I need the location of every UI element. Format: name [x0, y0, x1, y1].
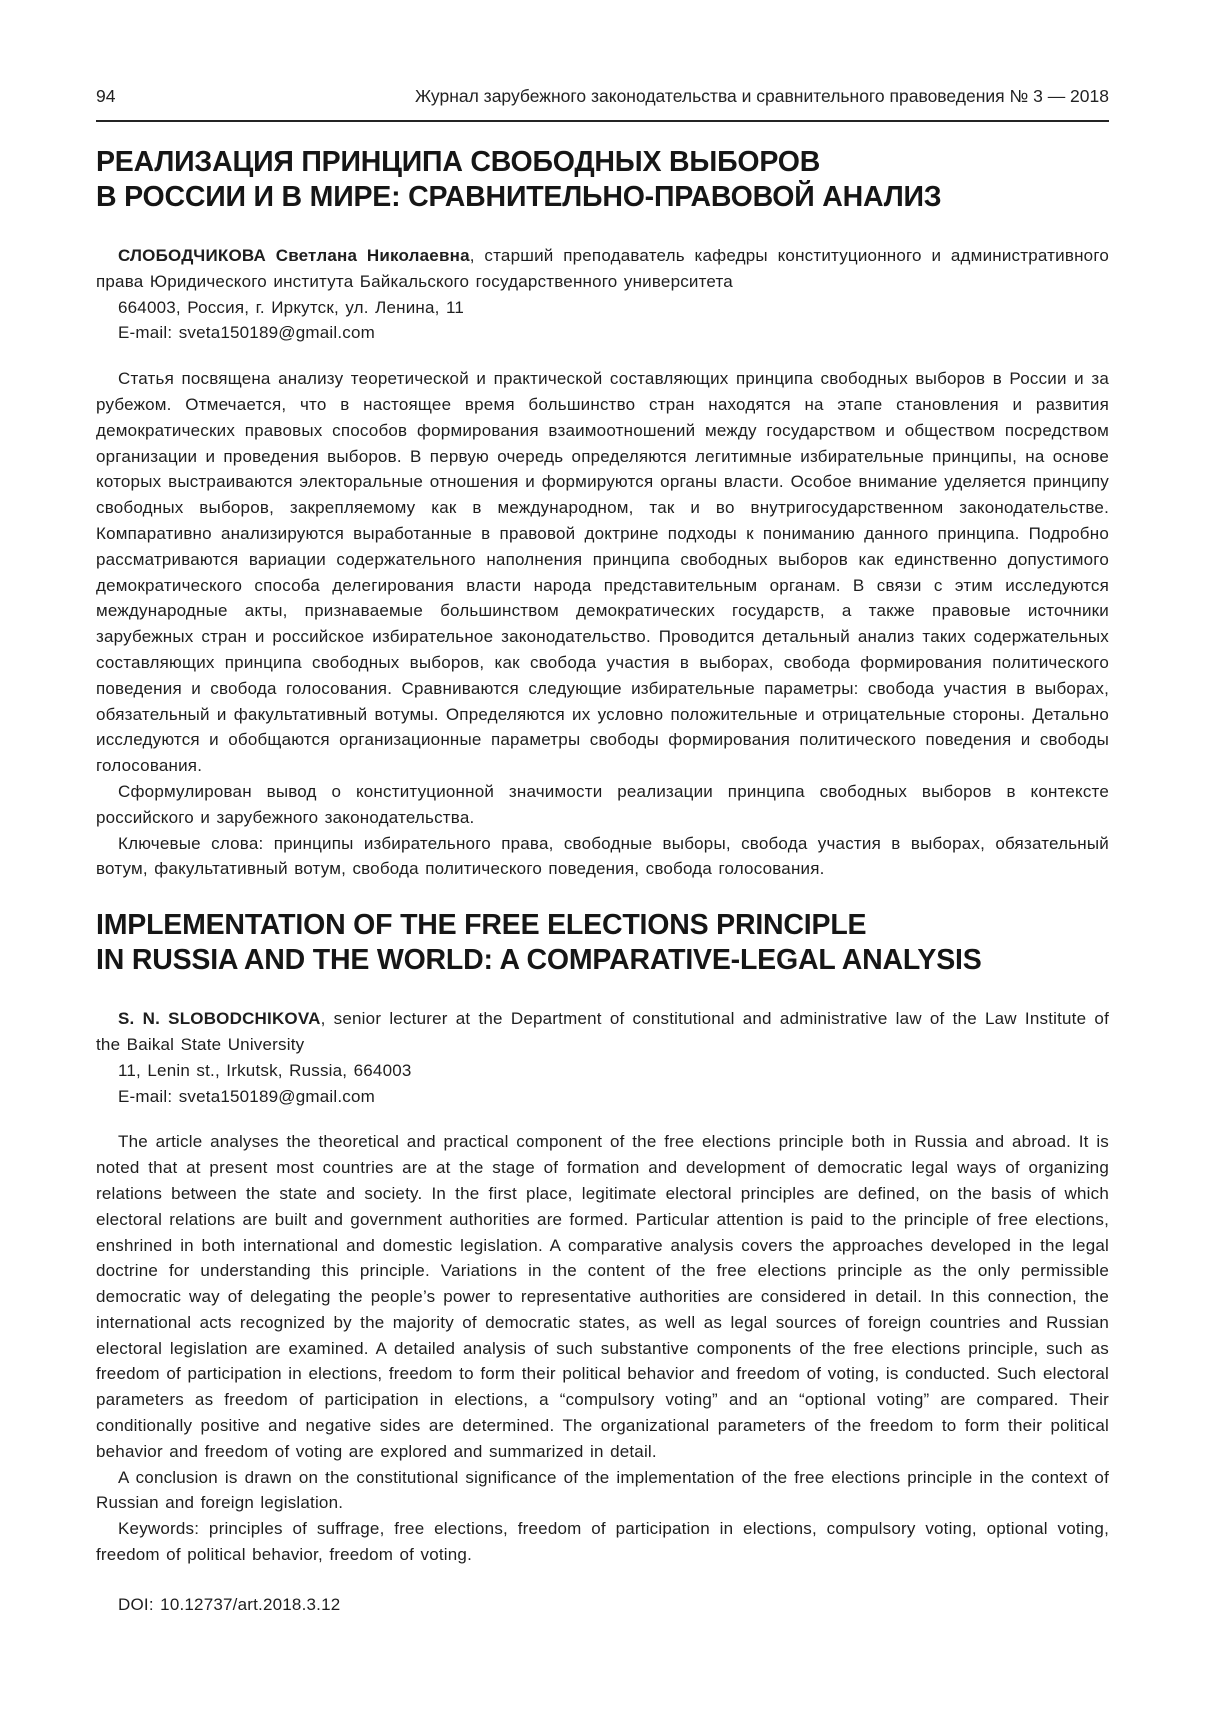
abstract-en-p2: A conclusion is drawn on the constitutional significance of the implementation of the free elections principle in the context of Russian and foreign legislation. [96, 1467, 1109, 1513]
abstract-ru-p2: Сформулирован вывод о конституционной значимости реализации принципа свободных выборов в контексте российского и зарубежного законодательства. [96, 781, 1109, 827]
author-email-ru: E-mail: sveta150189@gmail.com [118, 323, 375, 343]
author-affiliation-en: , senior lecturer at the Department of constitutional and administrative law of the Law Institute of the Baikal State University [96, 1009, 1109, 1054]
author-address-ru: 664003, Россия, г. Иркутск, ул. Ленина, 11 [118, 297, 465, 317]
article-title-ru-line1: РЕАЛИЗАЦИЯ ПРИНЦИПА СВОБОДНЫХ ВЫБОРОВ [96, 146, 821, 178]
article-title-en-line1: IMPLEMENTATION OF THE FREE ELECTIONS PRINCIPLE [96, 909, 867, 942]
author-block-en [96, 1006, 1109, 1109]
author-affiliation-ru: , старший преподаватель кафедры конституционного и административного права Юридического института Байкальского государственного университета [96, 246, 1110, 291]
keywords-en: Keywords: principles of suffrage, free elections, freedom of participation in elections, compulsory voting, optional voting, freedom of political behavior, freedom of voting. [96, 1519, 1109, 1565]
author-address-en: 11, Lenin st., Irkutsk, Russia, 664003 [118, 1060, 412, 1080]
author-name-ru: СЛОБОДЧИКОВА Светлана Николаевна [118, 246, 470, 265]
article-title-en-line2: IN RUSSIA AND THE WORLD: A COMPARATIVE-LEGAL ANALYSIS [96, 944, 982, 977]
article-title-en [96, 908, 1109, 978]
abstract-ru-p1: Статья посвящена анализу теоретической и практической составляющих принципа свободных выборов в России и за рубежом. Отмечается, что в настоящее время большинство стран находятся на этапе становления и развития демократических правовых способов формирования взаимоотношений между государством и обществом посредством организации и проведения выборов. В первую очередь определяются легитимные избирательные принципы, на основе которых выстраиваются электоральные отношения и формируются органы власти. Особое внимание уделяется принципу свободных выборов, закрепляемому как в международном, так и во внутригосударственном законодательстве. Компаративно анализируются выработанные в правовой доктрине подходы к пониманию данного принципа. Подробно рассматриваются вариации содержательного наполнения принципа свободных выборов как единственно допустимого демократического способа делегирования власти народа представительным органам. В связи с этим исследуются международные акты, признаваемые большинством демократических государств, а также правовые источники зарубежных стран и российское избирательное законодательство. Проводится детальный анализ таких содержательных составляющих принципа свободных выборов, как свобода участия в выборах, свобода формирования политического поведения и свобода голосования. Сравниваются следующие избирательные параметры: свобода участия в выборах, обязательный и факультативный вотумы. Определяются их условно положительные и отрицательные стороны. Детально исследуются и обобщаются организационные параметры свободы формирования политического поведения и свободы голосования. [96, 369, 1109, 776]
article-title-ru [96, 145, 1109, 215]
author-block-ru [96, 243, 1109, 346]
english-section [96, 1006, 1109, 1618]
journal-title: Журнал зарубежного законодательства и сравнительного правоведения № 3 — 2018 [414, 86, 1109, 106]
doi-line: DOI: 10.12737/art.2018.3.12 [118, 1594, 341, 1614]
page-content [96, 86, 1109, 1618]
running-head [96, 86, 1109, 107]
author-paragraph-en [96, 1006, 1109, 1058]
russian-section [96, 243, 1109, 882]
abstract-en-p1: The article analyses the theoretical and practical component of the free elections principle both in Russia and abroad. It is noted that at present most countries are at the stage of formation and development of democratic legal ways of organizing relations between the state and society. In the first place, legitimate electoral principles are defined, on the basis of which electoral relations are built and government authorities are formed. Particular attention is paid to the principle of free elections, enshrined in both international and domestic legislation. A comparative analysis covers the approaches developed in the legal doctrine for understanding this principle. Variations in the content of the free elections principle as the only permissible democratic way of delegating the people’s power to representative authorities are considered in detail. In this connection, the international acts recognized by the majority of democratic states, as well as legal sources of foreign countries and Russian electoral legislation are examined. A detailed analysis of such substantive components of the free elections principle, such as freedom of participation in elections, freedom to form their political behavior and freedom of voting, is conducted. Such electoral parameters as freedom of participation in elections, a “compulsory voting” and an “optional voting” are compared. Their conditionally positive and negative sides are determined. The organizational parameters of the freedom to form their political behavior and freedom of voting are explored and summarized in detail. [96, 1132, 1109, 1461]
keywords-ru: Ключевые слова: принципы избирательного права, свободные выборы, свобода участия в выборах, обязательный вотум, факультативный вотум, свобода политического поведения, свобода голосования. [96, 833, 1109, 879]
header-rule [96, 120, 1109, 122]
author-paragraph-ru [96, 243, 1109, 295]
author-email-en: E-mail: sveta150189@gmail.com [118, 1086, 375, 1106]
page-number: 94 [96, 86, 116, 106]
article-title-ru-line2: В РОССИИ И В МИРЕ: СРАВНИТЕЛЬНО-ПРАВОВОЙ АНАЛИЗ [96, 181, 942, 213]
author-name-en: S. N. SLOBODCHIKOVA [118, 1009, 321, 1029]
